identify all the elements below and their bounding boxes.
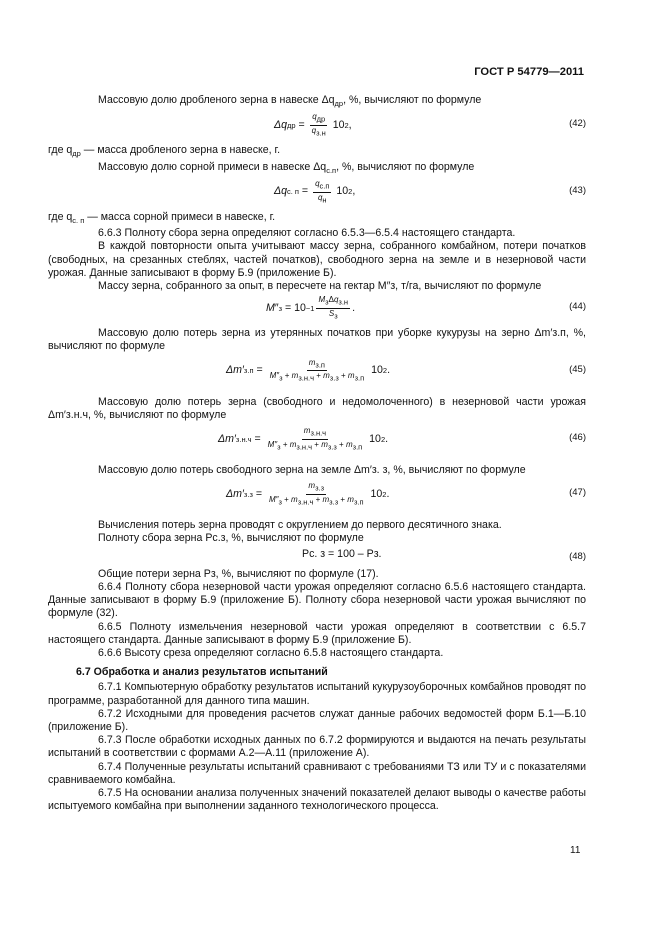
formula-43: Δq с. п = $\frac{q_{с.п}}{q_н}$ 10 2 , (43)	[274, 178, 586, 205]
paragraph-47-intro: Массовую долю потерь свободного зерна на земле Δm′з. з, %, вычисляют по формуле	[98, 464, 526, 477]
formula-number: (47)	[569, 487, 586, 499]
paragraph-repetitions: В каждой повторности опыта учитывают массу зерна, собранного комбайном, потери початков (свободных, на срезанных стеблях, частей початков), свободного зерна на земле и в незерновой части урожая. Данные записывают в форму Б.9 (приложение Б).	[48, 240, 586, 279]
formula-number: (44)	[569, 301, 586, 313]
paragraph-6-6-5: 6.6.5 Полноту измельчения незерновой части урожая определяют в соответствии с 6.5.7 настоящего стандарта. Данные записывают в форму Б.9 (приложение Б).	[48, 620, 586, 646]
paragraph-6-7-4: 6.7.4 Полученные результаты испытаний сравнивают с требованиями ТЗ или ТУ и с показателями сравниваемого комбайна.	[48, 760, 586, 786]
paragraph-6-6-4: 6.6.4 Полноту сбора незерновой части урожая определяют согласно 6.5.6 настоящего стандарта. Данные записывают в форму Б.9 (приложение Б). Полноту сбора незерновой части урожая вычисляют по формуле (32).	[48, 580, 586, 620]
paragraph-43-intro: Массовую долю сорной примеси в навеске $\Delta q_{с.п}$, %, вычисляют по формуле	[98, 160, 475, 175]
paragraph-45-intro: Массовую долю потерь зерна из утерянных початков при уборке кукурузы на зерно Δm′з.п, %, вычисляют по формуле	[48, 327, 586, 353]
formula-44: M ″ з = 10 −1 $\frac{M_з\Delta q_{з.н}}{S_з}$ . (44)	[266, 295, 586, 321]
paragraph-6-6-6: 6.6.6 Высоту среза определяют согласно 6.5.8 настоящего стандарта.	[98, 646, 444, 659]
formula-48-text: Pс. з = 100 – Pз.	[302, 547, 382, 560]
paragraph-6-7-1: 6.7.1 Компьютерную обработку результатов испытаний кукурузоуборочных комбайнов проводят по программе, разработанной для данного типа машин.	[48, 681, 586, 707]
formula-42: Δq др = $\frac{q_{др}}{q_{з.н}}$ 10 2 , (42)	[274, 112, 586, 138]
formula-46: Δm′ з.н.ч = $\frac{m_{з.н.ч}}{M''_з + m_{з.н.ч} + m_{з.з} + m_{з.п}}$ 10 2 . (46)	[218, 426, 586, 452]
paragraph-rounding: Вычисления потерь зерна проводят с округлением до первого десятичного знака.	[98, 519, 502, 532]
paragraph-42-intro: Массовую долю дробленого зерна в навеске $\Delta q_{др}$, %, вычисляют по формуле	[98, 94, 482, 109]
paragraph-48-intro: Полноту сбора зерна Pс.з, %, вычисляют по формуле	[98, 532, 364, 545]
paragraph-46-intro: Массовую долю потерь зерна (свободного и недомолоченного) в незерновой части урожая Δm′з.н.ч, %, вычисляют по формуле	[48, 395, 586, 421]
paragraph-42-where: где $q_{др}$ — масса дробленого зерна в навеске, г.	[48, 144, 281, 159]
formula-47: Δm′ з.з = $\frac{m_{з.з}}{M''_з + m_{з.н.ч} + m_{з.з} + m_{з.п}}$ 10 2 . (47)	[226, 481, 586, 507]
formula-48	[76, 548, 586, 566]
formula-number: (48)	[569, 550, 586, 562]
paragraph-6-7-2: 6.7.2 Исходными для проведения расчетов служат данные рабочих ведомостей форм Б.1—Б.10 (приложение Б).	[48, 707, 586, 733]
section-heading-6-7: 6.7 Обработка и анализ результатов испытаний	[76, 666, 328, 679]
formula-number: (45)	[569, 363, 586, 375]
paragraph-6-7-5: 6.7.5 На основании анализа полученных значений показателей делают выводы о качестве работы испытуемого комбайна при выполнении заданного технологического процесса.	[48, 786, 586, 813]
paragraph-44-intro: Массу зерна, собранного за опыт, в пересчете на гектар M″з, т/га, вычисляют по формуле	[98, 280, 542, 293]
document-header: ГОСТ Р 54779—2011	[474, 66, 584, 78]
paragraph-total-losses: Общие потери зерна Pз, %, вычисляют по формуле (17).	[98, 567, 379, 580]
formula-number: (43)	[569, 184, 586, 196]
page-number: 11	[570, 845, 581, 856]
paragraph-6-6-3: 6.6.3 Полноту сбора зерна определяют согласно 6.5.3—6.5.4 настоящего стандарта.	[98, 227, 516, 240]
paragraph-6-7-3: 6.7.3 После обработки исходных данных по 6.7.2 формируются и выдаются на печать результаты испытаний в соответствии с формами А.2—А.11 (приложение А).	[48, 734, 586, 760]
document-body	[48, 94, 586, 813]
formula-number: (46)	[569, 432, 586, 444]
formula-number: (42)	[569, 118, 586, 130]
formula-45: Δm′ з.п = $\frac{m_{з.п}}{M''_з + m_{з.н.ч} + m_{з.з} + m_{з.п}}$ 10 2 . (45)	[226, 357, 586, 383]
paragraph-43-where: где $q_{с. п}$ — масса сорной примеси в навеске, г.	[48, 210, 276, 226]
